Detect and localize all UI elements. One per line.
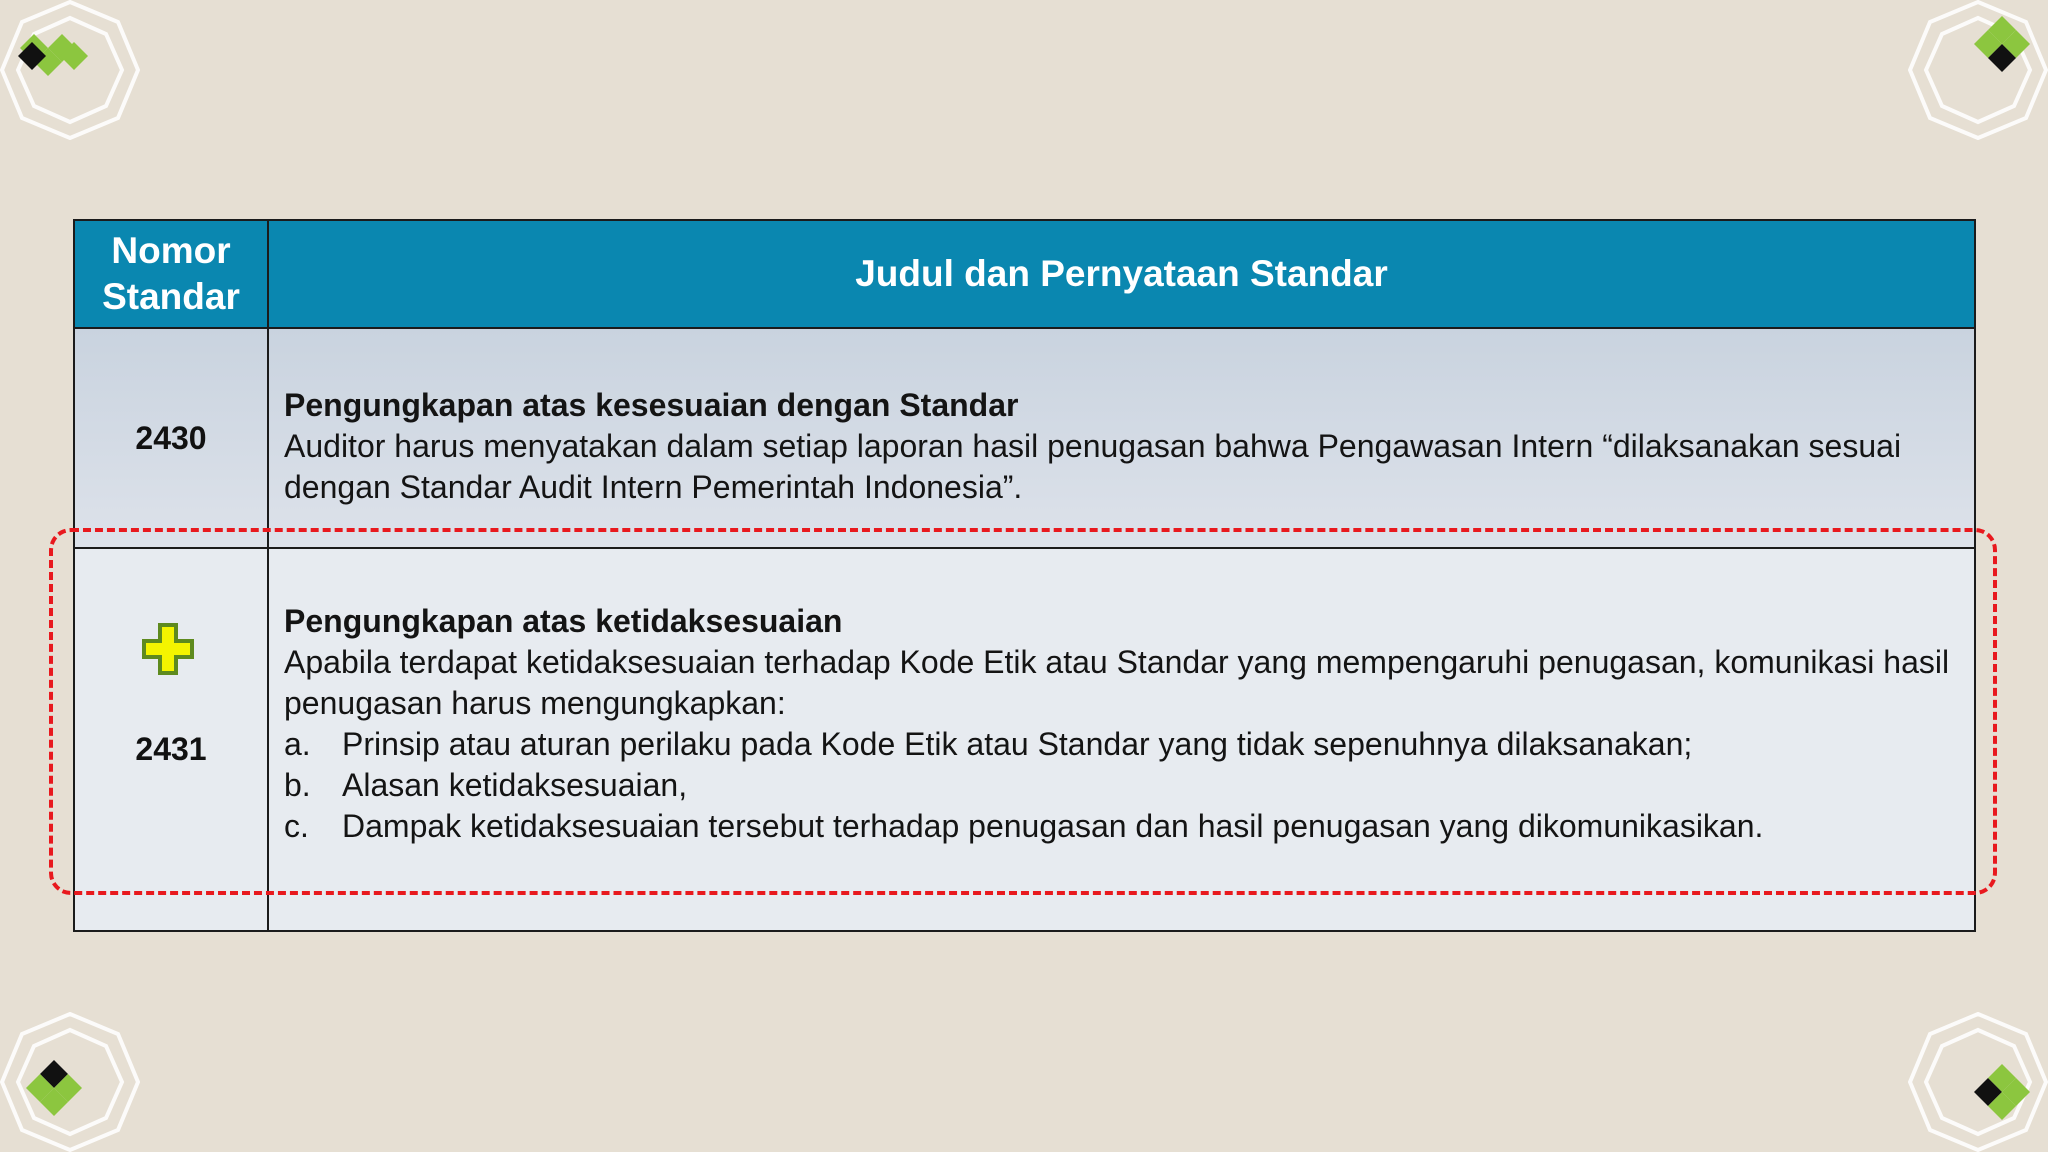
- list-item: [284, 765, 1958, 806]
- standards-table: [73, 219, 1976, 932]
- list-marker: c.: [284, 808, 309, 844]
- corner-ornament-icon: [0, 1012, 140, 1152]
- standard-content-cell: [269, 549, 1974, 930]
- header-number-column: Nomor Standar: [75, 221, 269, 329]
- list-text: Dampak ketidaksesuaian tersebut terhadap penugasan dan hasil penugasan yang dikomunikasikan.: [342, 808, 1764, 844]
- list-text: Alasan ketidaksesuaian,: [342, 767, 688, 803]
- plus-icon: [142, 623, 194, 675]
- standard-content-cell: [269, 329, 1974, 549]
- list-marker: b.: [284, 767, 311, 803]
- corner-ornament-icon: [1908, 0, 2048, 140]
- standard-title: Pengungkapan atas ketidaksesuaian: [284, 603, 843, 639]
- standard-statement: Auditor harus menyatakan dalam setiap laporan hasil penugasan bahwa Pengawasan Intern “dilaksanakan sesuai dengan Standar Audit Intern Pemerintah Indonesia”.: [284, 428, 1902, 505]
- standard-number: 2431: [135, 731, 207, 767]
- list-text: Prinsip atau aturan perilaku pada Kode Etik atau Standar yang tidak sepenuhnya dilaksanakan;: [342, 726, 1693, 762]
- header-title-column: Judul dan Pernyataan Standar: [269, 221, 1974, 329]
- standard-number-cell: [75, 329, 269, 549]
- list-item: [284, 724, 1958, 765]
- standard-number: 2430: [135, 419, 207, 456]
- standard-statement: Apabila terdapat ketidaksesuaian terhadap Kode Etik atau Standar yang mempengaruhi penugasan, komunikasi hasil penugasan harus mengungkapkan:: [284, 644, 1950, 721]
- corner-ornament-icon: [1908, 1012, 2048, 1152]
- corner-ornament-icon: [0, 0, 140, 140]
- list-item: [284, 806, 1958, 847]
- standard-title: Pengungkapan atas kesesuaian dengan Standar: [284, 387, 1019, 423]
- standard-number-cell: [75, 549, 269, 930]
- list-marker: a.: [284, 726, 311, 762]
